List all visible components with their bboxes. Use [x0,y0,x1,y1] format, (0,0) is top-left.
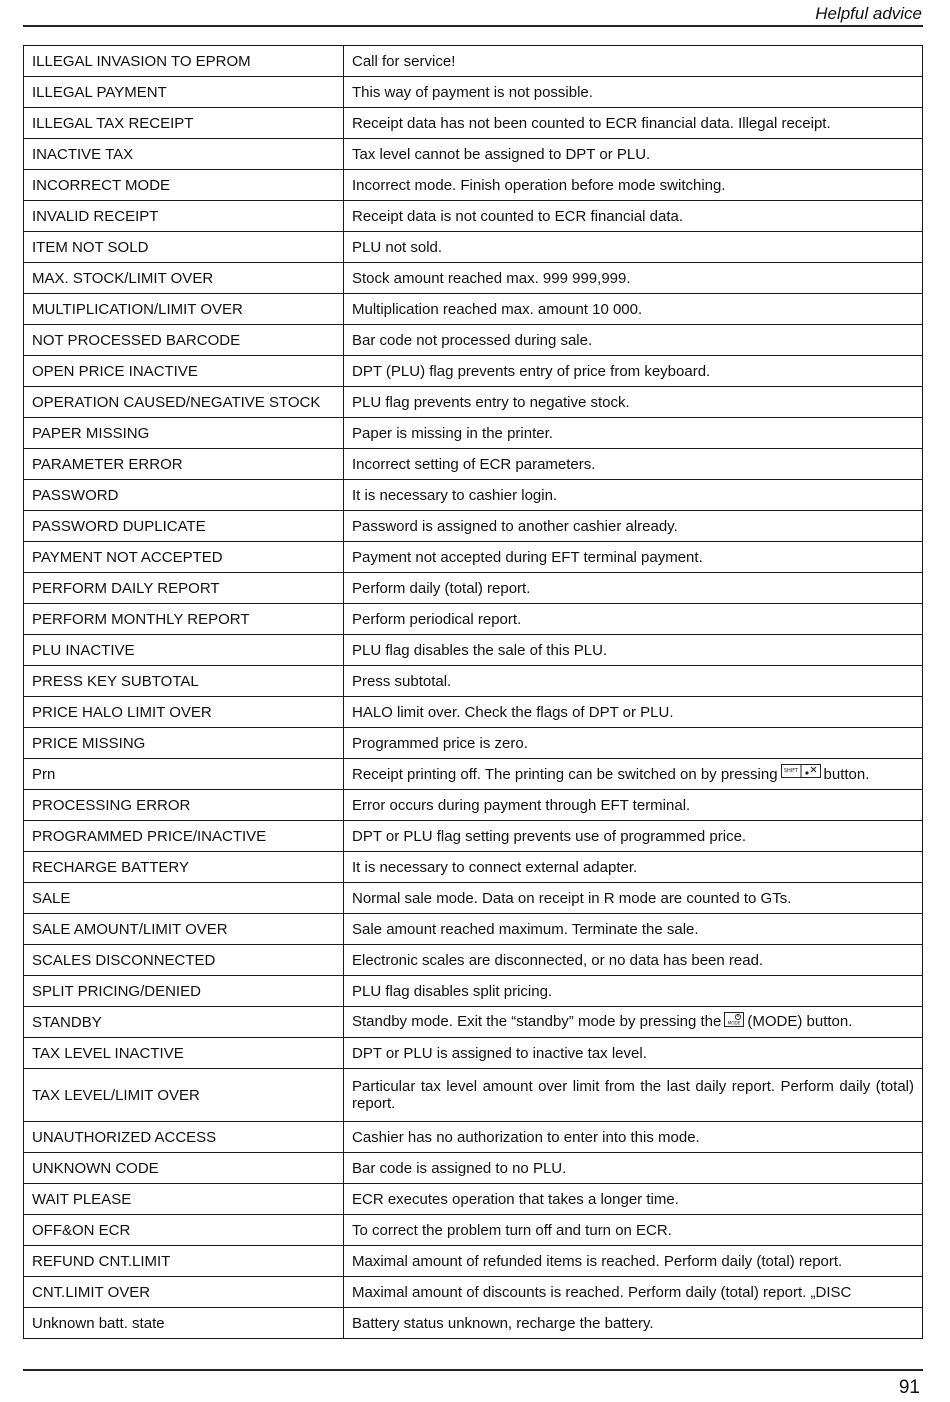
message-cell: STANDBY [24,1007,344,1038]
message-cell: MAX. STOCK/LIMIT OVER [24,263,344,294]
table-row [24,1038,923,1069]
description-cell: PLU flag disables the sale of this PLU. [344,635,923,666]
description-cell: HALO limit over. Check the flags of DPT or PLU. [344,697,923,728]
description-cell: Maximal amount of refunded items is reached. Perform daily (total) report. [344,1246,923,1277]
table-row [24,852,923,883]
description-cell: Payment not accepted during EFT terminal payment. [344,542,923,573]
description-cell: DPT (PLU) flag prevents entry of price from keyboard. [344,356,923,387]
message-cell: PAYMENT NOT ACCEPTED [24,542,344,573]
message-cell: INCORRECT MODE [24,170,344,201]
shift-x-key-icon [781,764,821,782]
description-cell: Call for service! [344,46,923,77]
table-row [24,232,923,263]
table-row [24,573,923,604]
message-cell: PARAMETER ERROR [24,449,344,480]
message-cell: SPLIT PRICING/DENIED [24,976,344,1007]
table-row [24,1246,923,1277]
message-cell: SALE [24,883,344,914]
table-row [24,449,923,480]
message-cell: PASSWORD [24,480,344,511]
description-cell: Normal sale mode. Data on receipt in R mode are counted to GTs. [344,883,923,914]
section-title: Helpful advice [815,4,922,23]
description-cell: PLU flag prevents entry to negative stock. [344,387,923,418]
table-row [24,635,923,666]
description-cell: This way of payment is not possible. [344,77,923,108]
description-cell: To correct the problem turn off and turn on ECR. [344,1215,923,1246]
message-cell: ITEM NOT SOLD [24,232,344,263]
description-cell: PLU not sold. [344,232,923,263]
description-cell: Particular tax level amount over limit from the last daily report. Perform daily (total) report. [344,1069,923,1122]
table-row [24,201,923,232]
svg-text:SHIFT: SHIFT [783,768,798,775]
table-row [24,1122,923,1153]
message-cell: RECHARGE BATTERY [24,852,344,883]
description-cell: Error occurs during payment through EFT terminal. [344,790,923,821]
table-row [24,1153,923,1184]
description-cell: Press subtotal. [344,666,923,697]
description-cell: Bar code not processed during sale. [344,325,923,356]
message-cell: PAPER MISSING [24,418,344,449]
table-row [24,945,923,976]
message-cell: OPEN PRICE INACTIVE [24,356,344,387]
description-text-after: button. [823,765,870,783]
message-cell: PROCESSING ERROR [24,790,344,821]
message-cell: SCALES DISCONNECTED [24,945,344,976]
message-cell: Unknown batt. state [24,1308,344,1339]
message-cell: REFUND CNT.LIMIT [24,1246,344,1277]
message-cell: PERFORM MONTHLY REPORT [24,604,344,635]
table-row [24,387,923,418]
footer-divider [23,1369,923,1371]
table-row [24,697,923,728]
description-cell: Perform daily (total) report. [344,573,923,604]
message-cell: UNKNOWN CODE [24,1153,344,1184]
message-cell: PERFORM DAILY REPORT [24,573,344,604]
table-row [24,1069,923,1122]
message-cell: CNT.LIMIT OVER [24,1277,344,1308]
message-cell: PASSWORD DUPLICATE [24,511,344,542]
description-cell: Cashier has no authorization to enter into this mode. [344,1122,923,1153]
description-cell: Paper is missing in the printer. [344,418,923,449]
description-cell: DPT or PLU flag setting prevents use of programmed price. [344,821,923,852]
table-row [24,418,923,449]
table-row [24,46,923,77]
table-row [24,170,923,201]
message-cell: ILLEGAL PAYMENT [24,77,344,108]
message-cell: INACTIVE TAX [24,139,344,170]
error-messages-table [23,45,923,1339]
message-cell: PRICE MISSING [24,728,344,759]
table-row [24,666,923,697]
header-divider [23,25,923,27]
table-row [24,263,923,294]
message-cell: PROGRAMMED PRICE/INACTIVE [24,821,344,852]
message-cell: PRESS KEY SUBTOTAL [24,666,344,697]
description-cell: Tax level cannot be assigned to DPT or PLU. [344,139,923,170]
message-cell: TAX LEVEL/LIMIT OVER [24,1069,344,1122]
table-row [24,77,923,108]
table-row [24,480,923,511]
description-cell: DPT or PLU is assigned to inactive tax level. [344,1038,923,1069]
message-cell: MULTIPLICATION/LIMIT OVER [24,294,344,325]
message-cell: Prn [24,759,344,790]
table-row [24,821,923,852]
table-row [24,1277,923,1308]
table-row [24,728,923,759]
mode-key-icon [724,1012,744,1031]
page-number: 91 [898,1377,920,1398]
message-cell: UNAUTHORIZED ACCESS [24,1122,344,1153]
message-cell: ILLEGAL TAX RECEIPT [24,108,344,139]
table-row [24,914,923,945]
description-cell: It is necessary to connect external adapter. [344,852,923,883]
message-cell: NOT PROCESSED BARCODE [24,325,344,356]
table-row [24,294,923,325]
description-cell: Receipt data has not been counted to ECR financial data. Illegal receipt. [344,108,923,139]
table-row [24,139,923,170]
table-row [24,325,923,356]
message-cell: ILLEGAL INVASION TO EPROM [24,46,344,77]
table-row [24,542,923,573]
table-row [24,604,923,635]
description-text: Standby mode. Exit the “standby” mode by pressing the [352,1013,722,1031]
message-cell: PRICE HALO LIMIT OVER [24,697,344,728]
table-row [24,976,923,1007]
description-cell: Incorrect mode. Finish operation before mode switching. [344,170,923,201]
description-cell: Incorrect setting of ECR parameters. [344,449,923,480]
message-cell: INVALID RECEIPT [24,201,344,232]
description-cell: Password is assigned to another cashier already. [344,511,923,542]
table-row [24,1007,923,1038]
table-row [24,511,923,542]
message-cell: PLU INACTIVE [24,635,344,666]
table-row [24,108,923,139]
description-cell: Bar code is assigned to no PLU. [344,1153,923,1184]
message-cell: OFF&ON ECR [24,1215,344,1246]
description-cell: Receipt data is not counted to ECR financial data. [344,201,923,232]
table-row [24,790,923,821]
table-row [24,1308,923,1339]
message-cell: TAX LEVEL INACTIVE [24,1038,344,1069]
description-cell: Stock amount reached max. 999 999,999. [344,263,923,294]
message-cell: SALE AMOUNT/LIMIT OVER [24,914,344,945]
description-text: Receipt printing off. The printing can be switched on by pressing [352,765,778,783]
table-row [24,1215,923,1246]
svg-text:MODE: MODE [727,1020,741,1026]
message-cell: WAIT PLEASE [24,1184,344,1215]
description-cell: ECR executes operation that takes a longer time. [344,1184,923,1215]
description-cell: Perform periodical report. [344,604,923,635]
description-text-after: (MODE) button. [747,1013,853,1031]
table-row [24,356,923,387]
description-cell: Battery status unknown, recharge the battery. [344,1308,923,1339]
table-row [24,759,923,790]
description-cell [344,759,923,790]
table-row [24,883,923,914]
description-cell [344,1007,923,1038]
description-cell: PLU flag disables split pricing. [344,976,923,1007]
description-cell: Sale amount reached maximum. Terminate the sale. [344,914,923,945]
description-cell: Maximal amount of discounts is reached. Perform daily (total) report. „DISC [344,1277,923,1308]
description-cell: Multiplication reached max. amount 10 000. [344,294,923,325]
description-cell: Electronic scales are disconnected, or no data has been read. [344,945,923,976]
message-cell: OPERATION CAUSED/NEGATIVE STOCK [24,387,344,418]
description-cell: It is necessary to cashier login. [344,480,923,511]
description-cell: Programmed price is zero. [344,728,923,759]
table-row [24,1184,923,1215]
